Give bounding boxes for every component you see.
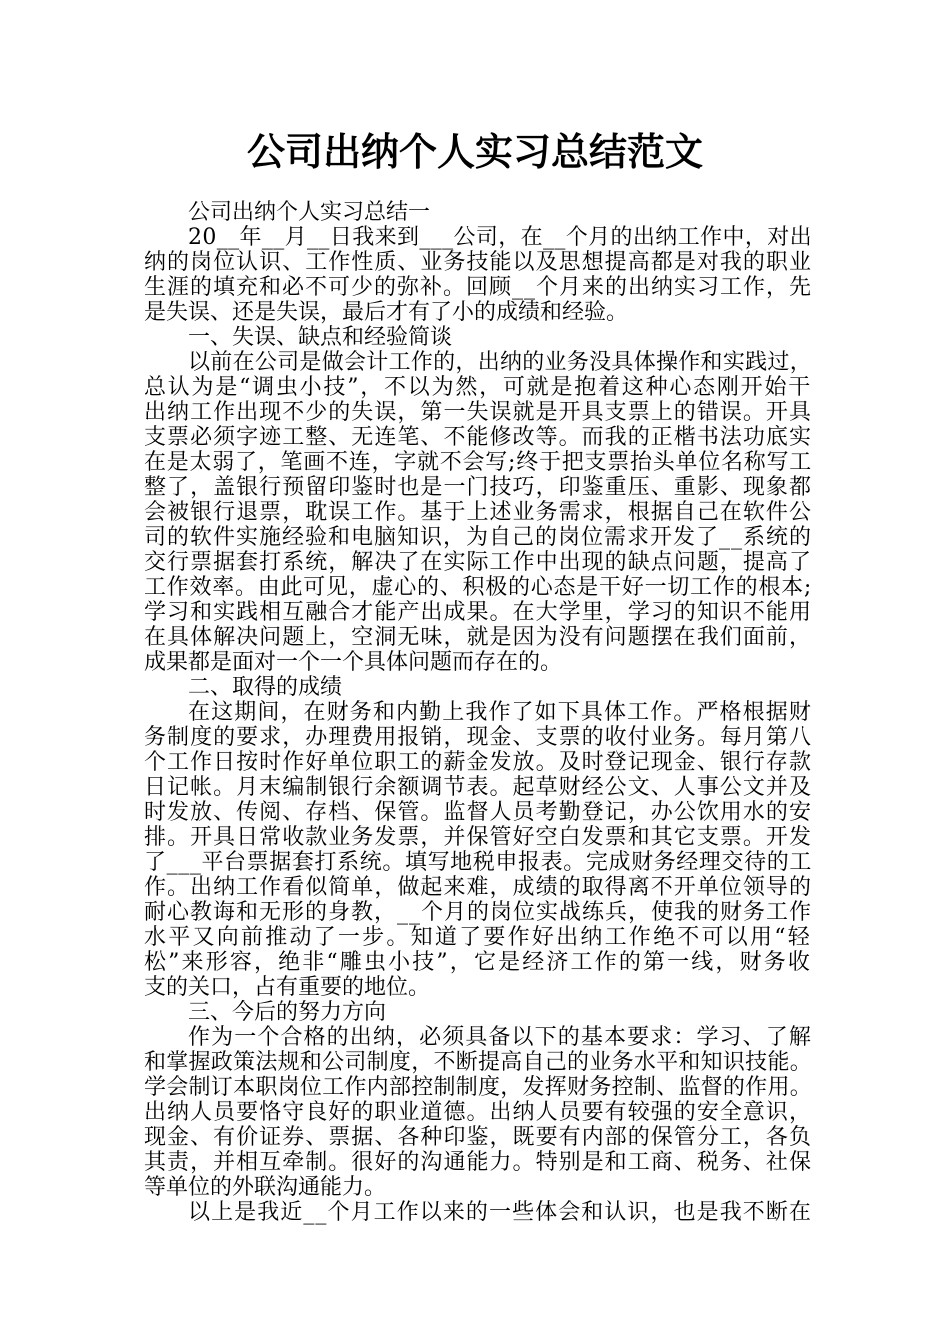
line-text: 等单位的外联沟通能力。	[144, 1175, 387, 1200]
text-line	[144, 825, 812, 850]
text-line	[144, 350, 812, 375]
line-text: 耐心教诲和无形的身教，__个月的岗位实战练兵，使我的财务工作	[144, 900, 812, 925]
text-line	[144, 375, 812, 400]
text-line	[144, 425, 812, 450]
line-text: 20__年__月__日我来到___公司，在__个月的出纳工作中，对出	[188, 225, 812, 250]
line-text: 以上是我近__个月工作以来的一些体会和认识，也是我不断在	[188, 1200, 812, 1225]
line-text: 总认为是“调虫小技”，不以为然，可就是抱着这种心态刚开始干	[144, 375, 812, 400]
text-line	[144, 1175, 812, 1200]
text-line	[144, 275, 812, 300]
text-line	[144, 450, 812, 475]
line-text: 在是太弱了，笔画不连，字就不会写;终于把支票抬头单位名称写工	[144, 450, 813, 475]
text-line	[144, 550, 812, 575]
line-text: 出纳工作出现不少的失误，第一失误就是开具支票上的错误。开具	[144, 400, 812, 425]
line-text: 在这期间，在财务和内勤上我作了如下具体工作。严格根据财	[188, 700, 812, 725]
text-line	[144, 800, 812, 825]
line-text: 整了，盖银行预留印鉴时也是一门技巧，印鉴重压、重影、现象都	[144, 475, 812, 500]
line-text: 司的软件实施经验和电脑知识，为自己的岗位需求开发了__系统的	[144, 525, 812, 550]
line-text: 以前在公司是做会计工作的，出纳的业务没具体操作和实践过，	[188, 350, 812, 375]
line-text: 个工作日按时作好单位职工的薪金发放。及时登记现金、银行存款	[144, 750, 812, 775]
line-text: 纳的岗位认识、工作性质、业务技能以及思想提高都是对我的职业	[144, 250, 812, 275]
text-line	[144, 1000, 812, 1025]
text-line	[144, 650, 812, 675]
text-line	[144, 625, 812, 650]
text-line	[144, 1075, 812, 1100]
line-text: 作为一个合格的出纳，必须具备以下的基本要求：学习、了解	[188, 1025, 812, 1050]
text-line	[144, 750, 812, 775]
text-line	[144, 1050, 812, 1075]
text-line	[144, 975, 812, 1000]
line-text: 一、失误、缺点和经验简谈	[188, 325, 453, 350]
document-body	[144, 200, 812, 1225]
text-line	[144, 500, 812, 525]
line-text: 出纳人员要恪守良好的职业道德。出纳人员要有较强的安全意识，	[144, 1100, 812, 1125]
text-line	[144, 950, 812, 975]
line-text: 务制度的要求，办理费用报销，现金、支票的收付业务。每月第八	[144, 725, 812, 750]
text-line	[144, 775, 812, 800]
line-text: 支的关口，占有重要的地位。	[144, 975, 431, 1000]
text-line	[144, 1150, 812, 1175]
line-text: 支票必须字迹工整、无连笔、不能修改等。而我的正楷书法功底实	[144, 425, 812, 450]
line-text: 交行票据套打系统，解决了在实际工作中出现的缺点问题，提高了	[144, 550, 812, 575]
text-line	[144, 525, 812, 550]
text-line	[144, 1025, 812, 1050]
text-line	[144, 1125, 812, 1150]
text-line	[144, 475, 812, 500]
line-text: 学会制订本职岗位工作内部控制制度，发挥财务控制、监督的作用。	[144, 1075, 812, 1100]
line-text: 日记帐。月末编制银行余额调节表。起草财经公文、人事公文并及	[144, 775, 812, 800]
text-line	[144, 575, 812, 600]
line-text: 是失误、还是失误，最后才有了小的成绩和经验。	[144, 300, 629, 325]
line-text: 会被银行退票，耽误工作。基于上述业务需求，根据自己在软件公	[144, 500, 812, 525]
line-text: 二、取得的成绩	[188, 675, 343, 700]
line-text: 成果都是面对一个一个具体问题而存在的。	[144, 650, 563, 675]
text-line	[144, 925, 812, 950]
line-text: 排。开具日常收款业务发票，并保管好空白发票和其它支票。开发	[144, 825, 812, 850]
text-line	[144, 725, 812, 750]
text-line	[144, 850, 812, 875]
text-line	[144, 300, 812, 325]
text-line	[144, 600, 812, 625]
line-text: 现金、有价证券、票据、各种印鉴，既要有内部的保管分工，各负	[144, 1125, 812, 1150]
line-text: 三、今后的努力方向	[188, 1000, 387, 1025]
line-text: 作。出纳工作看似简单，做起来难，成绩的取得离不开单位领导的	[144, 875, 812, 900]
line-text: 学习和实践相互融合才能产出成果。在大学里，学习的知识不能用	[144, 600, 812, 625]
line-text: 在具体解决问题上，空洞无味，就是因为没有问题摆在我们面前，	[144, 625, 812, 650]
text-line	[144, 675, 812, 700]
text-line	[144, 700, 812, 725]
text-line	[144, 875, 812, 900]
line-text: 生涯的填充和必不可少的弥补。回顾__个月来的出纳实习工作，先	[144, 275, 812, 300]
text-line	[144, 225, 812, 250]
line-text: 松”来形容，绝非“雕虫小技”，它是经济工作的第一线，财务收	[144, 950, 813, 975]
line-text: 其责，并相互牵制。很好的沟通能力。特别是和工商、税务、社保	[144, 1150, 812, 1175]
text-line	[144, 400, 812, 425]
line-text: 水平又向前推动了一步。知道了要作好出纳工作绝不可以用“轻	[144, 925, 812, 950]
line-text: 和掌握政策法规和公司制度，不断提高自己的业务水平和知识技能。	[144, 1050, 812, 1075]
text-line	[144, 325, 812, 350]
text-line	[144, 1100, 812, 1125]
line-text: 了___平台票据套打系统。填写地税申报表。完成财务经理交待的工	[144, 850, 812, 875]
line-text: 时发放、传阅、存档、保管。监督人员考勤登记，办公饮用水的安	[144, 800, 812, 825]
text-line	[144, 1200, 812, 1225]
text-line	[144, 200, 812, 225]
line-text: 公司出纳个人实习总结一	[188, 200, 431, 225]
document-title: 公司出纳个人实习总结范文	[246, 130, 703, 174]
text-line	[144, 250, 812, 275]
line-text: 工作效率。由此可见，虚心的、积极的心态是干好一切工作的根本;	[144, 575, 813, 600]
text-line	[144, 900, 812, 925]
